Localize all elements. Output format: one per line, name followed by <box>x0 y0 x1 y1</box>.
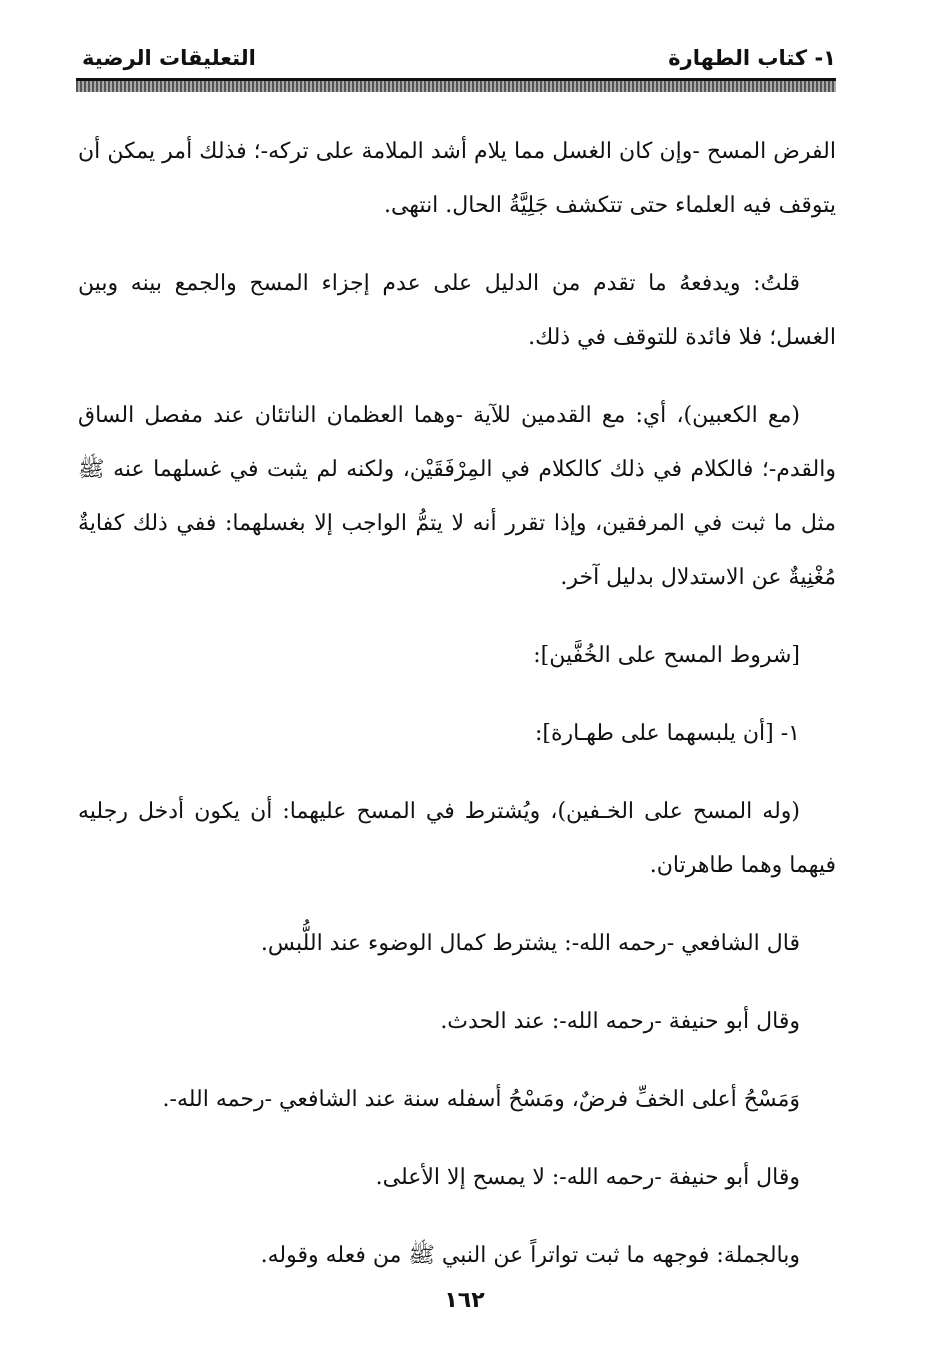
paragraph: قال الشافعي -رحمه الله-: يشترط كمال الوضوء عند اللُّبس. <box>260 931 800 956</box>
paragraph: وقال أبو حنيفة -رحمه الله-: لا يمسح إلا الأعلى. <box>375 1165 800 1190</box>
paragraph: (مع الكعبين)، أي: مع القدمين للآية -وهما العظمان الناتئان عند مفصل الساق والقدم-؛ فالكلام في ذلك كالكلام في المِرْفَقَيْن، ولكنه لم يثبت في غسلهما عنه ﷺ مثل ما ثبت في المرفقين، وإذا تقرر أنه لا يتمُّ الواجب إلا بغسلهما: ففي ذلك كفايةٌ مُغْنِيةٌ عن الاستدلال بدليل آخر. <box>78 403 836 590</box>
chapter-title: ١- كتاب الطهارة <box>668 46 836 70</box>
page-number: ١٦٢ <box>444 1288 485 1313</box>
running-header <box>76 44 836 94</box>
paragraph: الفرض المسح -وإن كان الغسل مما يلام أشد الملامة على تركه-؛ فذلك أمر يمكن أن يتوقف فيه العلماء حتى تتكشف جَلِيَّةُ الحال. انتهى. <box>78 139 836 218</box>
paragraph: وَمَسْحُ أعلى الخفِّ فرضٌ، ومَسْحُ أسفله سنة عند الشافعي -رحمه الله-. <box>162 1087 800 1112</box>
paragraph: (وله المسح على الخـفين)، ويُشترط في المسح عليهما: أن يكون أدخل رجليه فيهما وهما طاهرتان. <box>78 799 836 878</box>
book-title: التعليقات الرضية <box>82 46 256 70</box>
header-rule <box>76 78 836 92</box>
paragraph: وقال أبو حنيفة -رحمه الله-: عند الحدث. <box>440 1009 800 1034</box>
paragraph: وبالجملة: فوجهه ما ثبت تواتراً عن النبي ﷺ من فعله وقوله. <box>260 1243 800 1268</box>
main-text <box>78 125 836 1307</box>
subsection-heading: ١- [أن يلبسهما على طهـارة]: <box>534 721 800 746</box>
section-heading: [شروط المسح على الخُفَّين]: <box>533 643 800 668</box>
paragraph: قلتُ: ويدفعهُ ما تقدم من الدليل على عدم إجزاء المسح والجمع بينه وبين الغسل؛ فلا فائدة للتوقف في ذلك. <box>78 271 836 350</box>
